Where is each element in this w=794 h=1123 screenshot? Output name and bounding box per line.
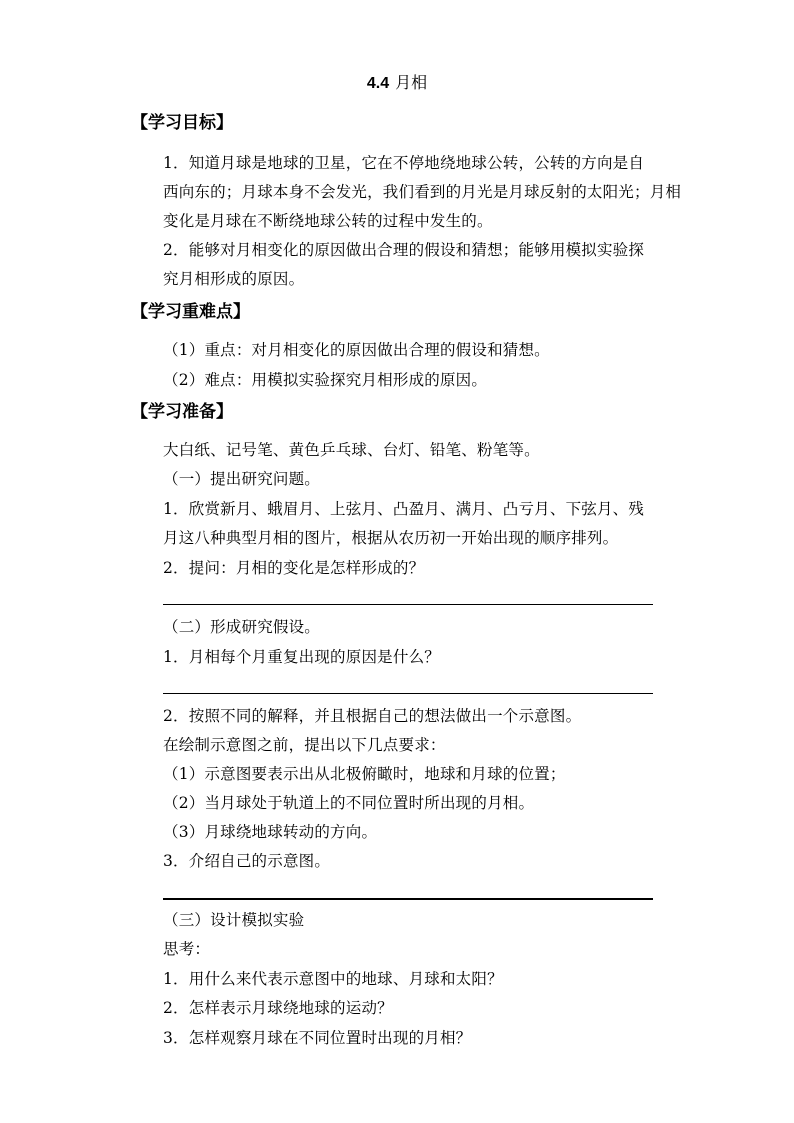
answer-line-3 (163, 898, 653, 900)
title-text: 月相 (395, 73, 428, 92)
think-question-1: 1．用什么来代表示意图中的地球、月球和太阳？ (163, 970, 503, 988)
objectives-line-2: 西向东的；月球本身不会发光，我们看到的月光是月球反射的太阳光；月相 (163, 183, 682, 201)
step-one-item-2: 2．提问：月相的变化是怎样形成的？ (163, 559, 425, 577)
step-two-item-3: 3．介绍自己的示意图。 (163, 852, 331, 870)
step-two-heading: （二）形成研究假设。 (163, 618, 321, 636)
page-title (0, 72, 794, 95)
objectives-line-4: 2．能够对月相变化的原因做出合理的假设和猜想；能够用模拟实验探 (163, 241, 645, 259)
step-two-item-1: 1．月相每个月重复出现的原因是什么？ (163, 648, 440, 666)
key-points-heading: 【学习重难点】 (131, 302, 250, 322)
objectives-heading: 【学习目标】 (131, 113, 233, 133)
requirement-3: （3）月球绕地球转动的方向。 (163, 823, 378, 841)
step-one-item-1b: 月这八种典型月相的图片，根据从农历初一开始出现的顺序排列。 (163, 529, 619, 547)
key-point-line-1: （1）重点：对月相变化的原因做出合理的假设和猜想。 (163, 341, 550, 359)
think-question-2: 2．怎样表示月球绕地球的运动？ (163, 999, 393, 1017)
step-one-heading: （一）提出研究问题。 (163, 470, 321, 488)
key-point-line-2: （2）难点：用模拟实验探究月相形成的原因。 (163, 371, 488, 389)
requirement-1: （1）示意图要表示出从北极俯瞰时，地球和月球的位置； (163, 765, 566, 783)
step-two-item-2: 2．按照不同的解释，并且根据自己的想法做出一个示意图。 (163, 707, 582, 725)
answer-line-2 (163, 693, 653, 694)
answer-line-1 (163, 604, 653, 605)
materials-line: 大白纸、记号笔、黄色乒乓球、台灯、铅笔、粉笔等。 (163, 441, 540, 459)
preparation-heading: 【学习准备】 (131, 402, 233, 422)
objectives-line-3: 变化是月球在不断绕地球公转的过程中发生的。 (163, 212, 493, 230)
think-question-3: 3．怎样观察月球在不同位置时出现的月相？ (163, 1029, 472, 1047)
section-number: 4.4 (366, 75, 390, 92)
think-label: 思考： (163, 940, 211, 958)
objectives-line-5: 究月相形成的原因。 (163, 270, 305, 288)
step-three-heading: （三）设计模拟实验 (163, 911, 305, 929)
step-one-item-1a: 1．欣赏新月、蛾眉月、上弦月、凸盈月、满月、凸亏月、下弦月、残 (163, 500, 645, 518)
requirement-2: （2）当月球处于轨道上的不同位置时所出现的月相。 (163, 794, 535, 812)
diagram-requirements-intro: 在绘制示意图之前，提出以下几点要求： (163, 736, 446, 754)
objectives-line-1: 1．知道月球是地球的卫星，它在不停地绕地球公转，公转的方向是自 (163, 154, 645, 172)
